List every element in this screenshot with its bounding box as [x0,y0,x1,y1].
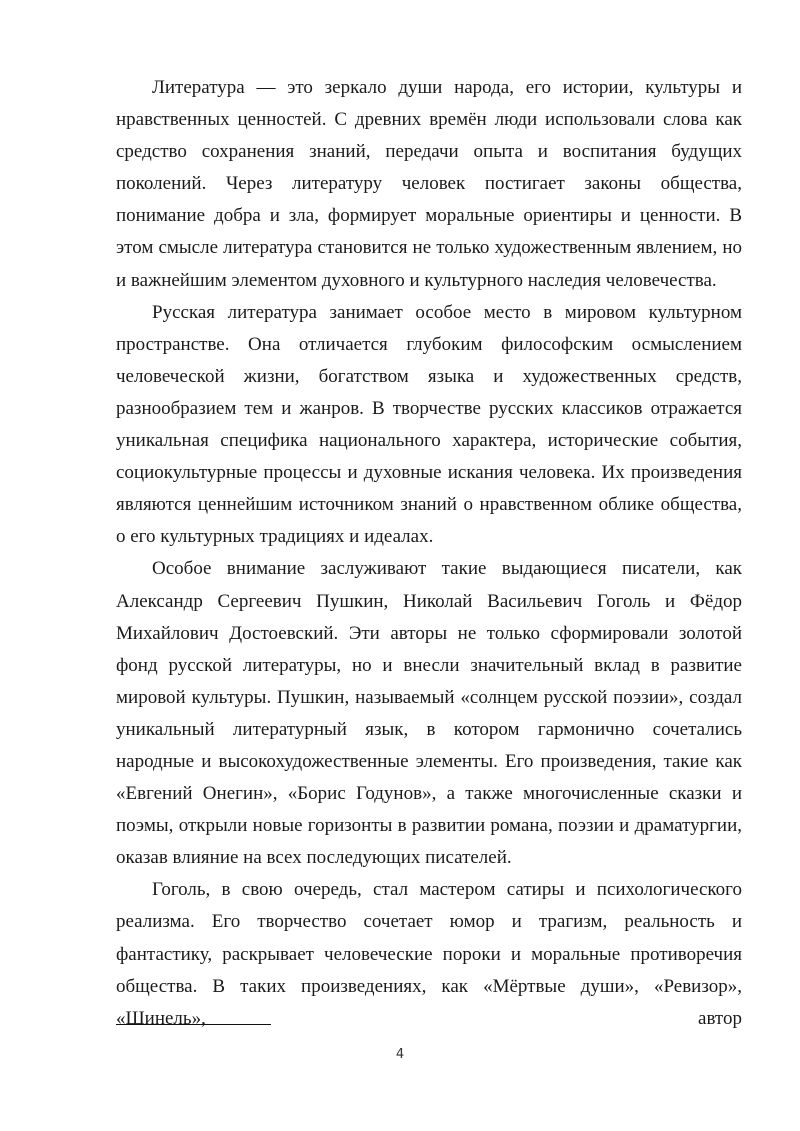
paragraph-2: Русская литература занимает особое место в мировом культурном пространстве. Она отличается глубоким философским осмыслением человеческой жизни, богатством языка и художественных средств, разнообразием тем и жанров. В творчестве русских классиков отражается уникальная специфика национального характера, исторические события, социокультурные процессы и духовные искания человека. Их произведения являются ценнейшим источником знаний о нравственном облике общества, о его культурных традициях и идеалах. [116,301,742,548]
body-text [116,72,742,1035]
page-number: 4 [395,1047,405,1062]
paragraph-4: Гоголь, в свою очередь, стал мастером сатиры и психологического реализма. Его творчество сочетает юмор и трагизм, реальность и фантастику, раскрывает человеческие пороки и моральные противоречия общества. В таких произведениях, как «Мёртвые души», «Ревизор», «Шинель», автор [116,879,742,1029]
footnote-separator [116,1024,271,1025]
paragraph-3: Особое внимание заслуживают такие выдающиеся писатели, как Александр Сергеевич Пушкин, Николай Васильевич Гоголь и Фёдор Михайлович Достоевский. Эти авторы не только сформировали золотой фонд русской литературы, но и внесли значительный вклад в развитие мировой культуры. Пушкин, называемый «солнцем русской поэзии», создал уникальный литературный язык, в котором гармонично сочетались народные и высокохудожественные элементы. Его произведения, такие как «Евгений Онегин», «Борис Годунов», а также многочисленные сказки и поэмы, открыли новые горизонты в развитии романа, поэзии и драматургии, оказав влияние на всех последующих писателей. [116,558,742,869]
paragraph-1: Литература — это зеркало души народа, его истории, культуры и нравственных ценностей. С древних времён люди использовали слова как средство сохранения знаний, передачи опыта и воспитания будущих поколений. Через литературу человек постигает законы общества, понимание добра и зла, формирует моральные ориентиры и ценности. В этом смысле литература становится не только художественным явлением, но и важнейшим элементом духовного и культурного наследия человечества. [116,77,742,291]
